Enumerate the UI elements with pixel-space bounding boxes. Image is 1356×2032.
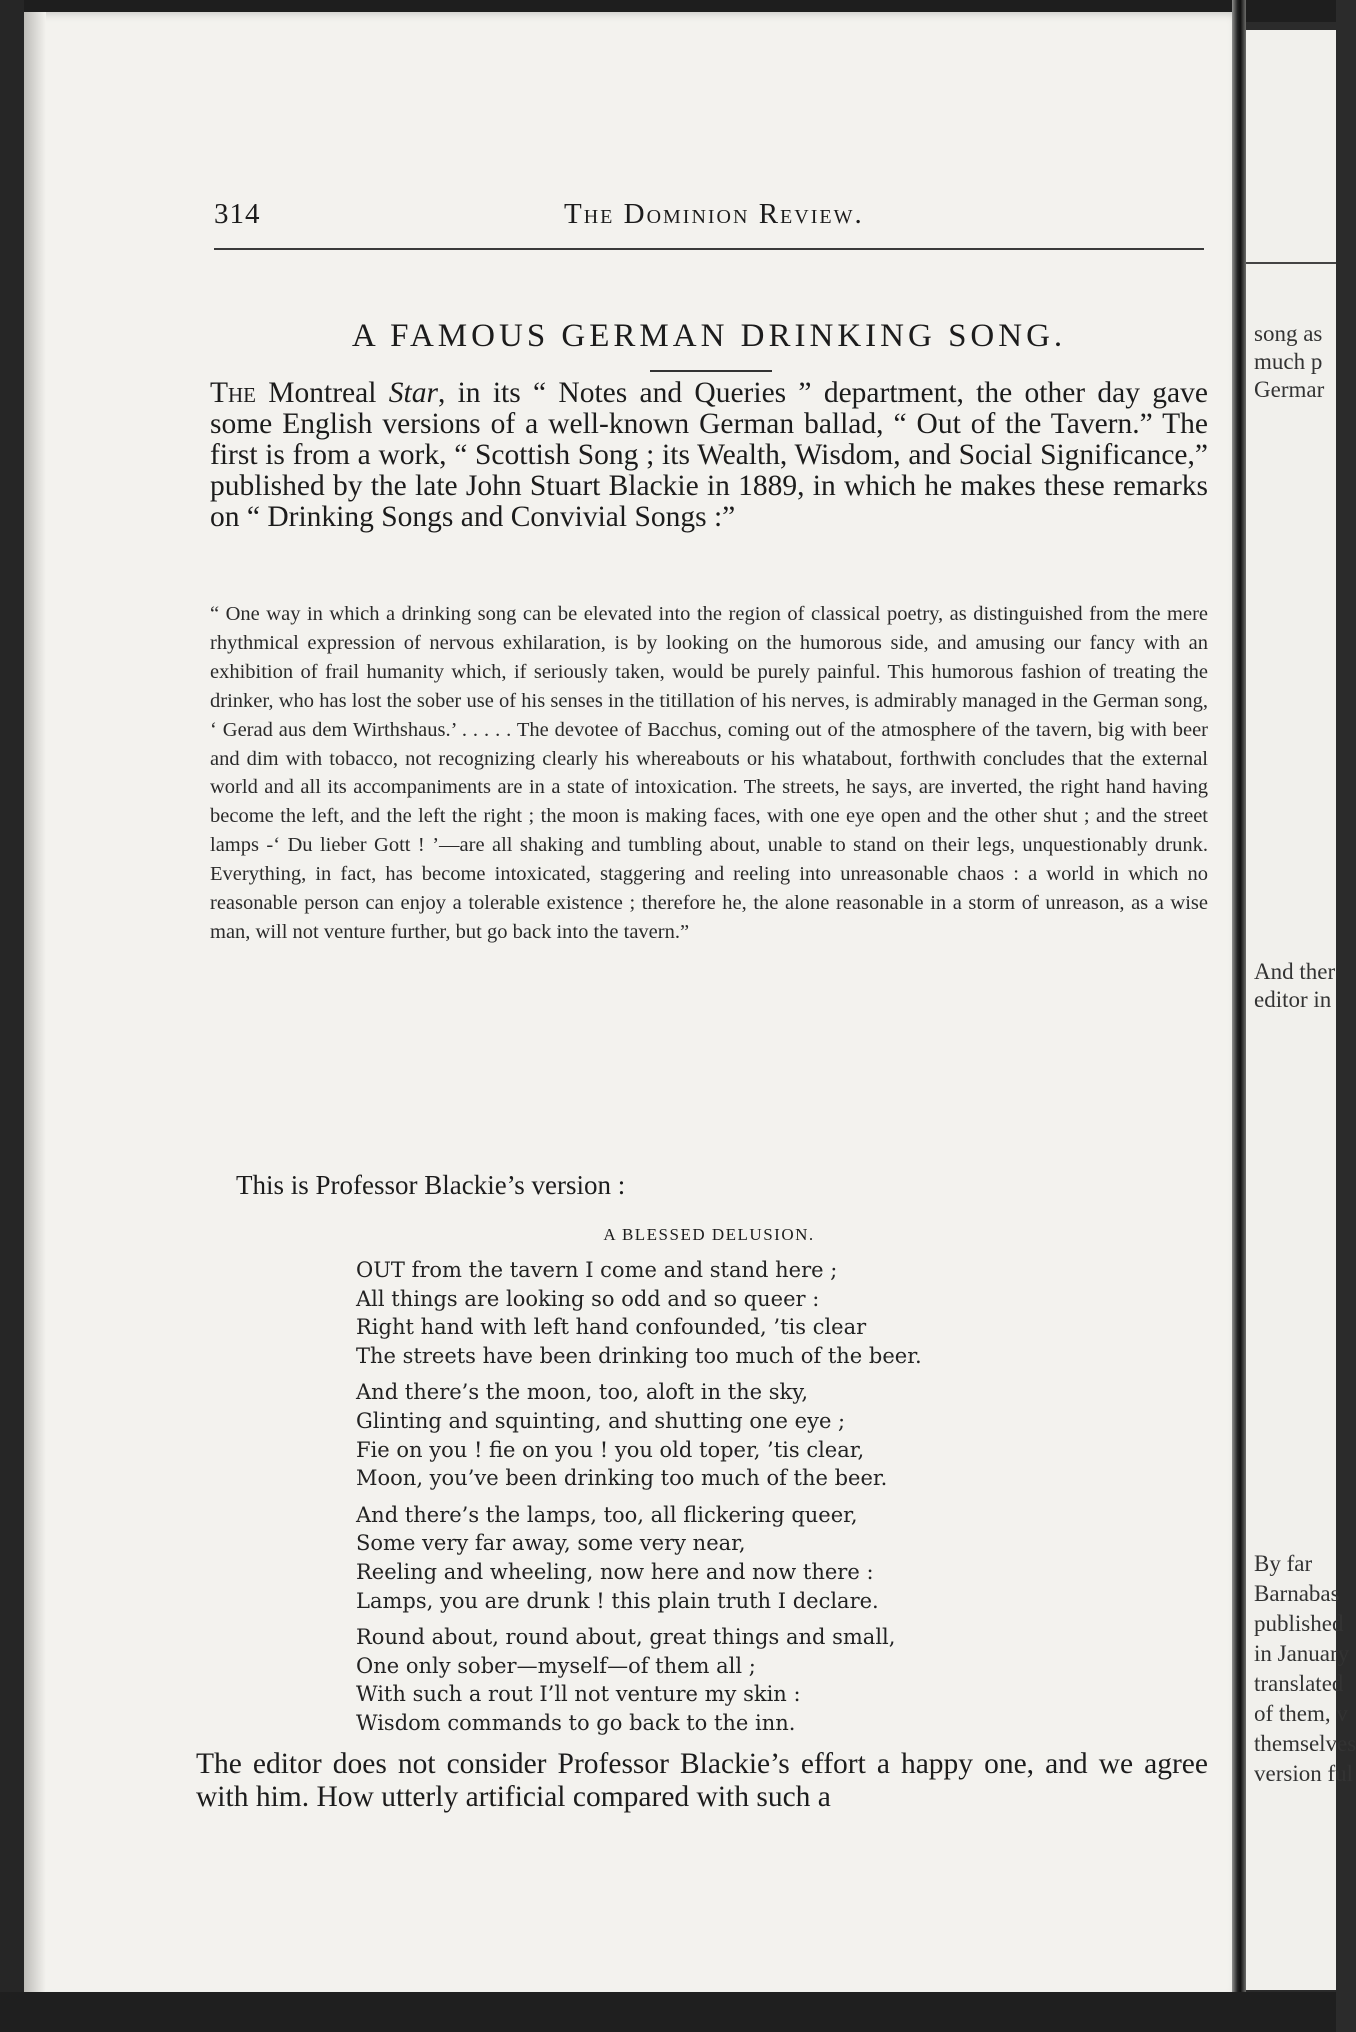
intro-text-2: , in its “ Notes and Queries ” department, the other day gave some English versions of a well-known German ballad, “ Out of the Tavern.” The first is from a work, “ Scottish Song ; its Wealth, Wisdom, and Social Significance,” published by the late John Stuart Blackie in 1889, in which he makes these remarks on “ Drinking Songs and Convivial Songs :” <box>210 377 1208 533</box>
poem-line: Right hand with left hand confounded, ’tis clear <box>356 1315 867 1340</box>
facing-line: translated <box>1254 1671 1344 1696</box>
poem-line: Glinting and squinting, and shutting one eye ; <box>356 1408 846 1433</box>
blackie-quote: “ One way in which a drinking song can be elevated into the region of classical poetry, as distinguished from the mere rhythmical expression of nervous exhilaration, is by looking on the humorous side, and amusing our fancy with an exhibition of frail humanity which, if seriously taken, would be purely painful. This humorous fashion of treating the drinker, who has lost the sober use of his senses in the titillation of his nerves, is admirably managed in the German song, ‘ Gerad aus dem Wirthshaus.’ . . . . . The devotee of Bacchus, coming out of the atmosphere of the tavern, big with beer and dim with tobacco, not recognizing clearly his whereabouts or his whatabout, forthwith concludes that the external world and all its accompaniments are in a state of intoxication. The streets, he says, are inverted, the right hand having become the left, and the left the right ; the moon is making faces, with one eye open and the other shut ; and the street lamps -‘ Du lieber Gott ! ’—are all shaking and tumbling about, unable to stand on their legs, unquestionably drunk. Everything, in fact, has become intoxicated, staggering and reeling into unreasonable chaos : a world in which no reasonable person can enjoy a tolerable existence ; therefore he, the alone reasonable in a storm of unreason, as a wise man, will not venture further, but go back into the tavern.” <box>210 603 1208 943</box>
facing-line: of them, v <box>1254 1701 1348 1726</box>
poem-line: Reeling and wheeling, now here and now there : <box>356 1559 874 1584</box>
poem-line: Wisdom commands to go back to the inn. <box>356 1710 796 1735</box>
stanza-1 <box>356 1256 1076 1370</box>
poem-line: OUT from the tavern I come and stand here ; <box>356 1258 838 1282</box>
poem-line: The streets have been drinking too much of the beer. <box>356 1343 922 1368</box>
page-header <box>214 188 1204 248</box>
poem-line: With such a rout I’ll not venture my skin : <box>356 1682 801 1707</box>
poem-line: And there’s the moon, too, aloft in the sky, <box>356 1380 809 1405</box>
facing-line: editor in <box>1254 987 1332 1012</box>
facing-line: version ful <box>1254 1761 1354 1786</box>
intro-text-1: Montreal <box>256 377 389 409</box>
stanza-3 <box>356 1501 1076 1615</box>
facing-line: And ther <box>1254 959 1336 984</box>
poem-line: Some very far away, some very near, <box>356 1531 746 1556</box>
poem-line: Fie on you ! fie on you ! you old toper, ’tis clear, <box>356 1437 865 1462</box>
poem-line: Lamps, you are drunk ! this plain truth I declare. <box>356 1588 879 1613</box>
poem-title: A BLESSED DELUSION. <box>603 1225 815 1244</box>
facing-line: By far <box>1254 1551 1313 1576</box>
poem-line: Round about, round about, great things and small, <box>356 1625 896 1650</box>
header-rule <box>214 248 1204 250</box>
facing-line: themselves <box>1254 1731 1356 1756</box>
facing-page <box>1246 30 1356 1990</box>
facing-line: Barnabas <box>1254 1581 1340 1606</box>
facing-header-rule <box>1246 262 1336 264</box>
scan-left-edge <box>0 0 24 2032</box>
facing-line: much p <box>1254 349 1323 374</box>
version-line: This is Professor Blackie’s version : <box>236 1170 626 1200</box>
title-rule <box>650 370 772 372</box>
poem-line: One only sober—myself—of them all ; <box>356 1653 756 1678</box>
poem-line: Moon, you’ve been drinking too much of the beer. <box>356 1466 888 1491</box>
scan-bottom-edge <box>0 1992 1336 2032</box>
facing-line: in January <box>1254 1641 1350 1666</box>
stanza-2 <box>356 1378 1076 1492</box>
facing-line: published <box>1254 1611 1344 1636</box>
article-title: A FAMOUS GERMAN DRINKING SONG. <box>351 318 1067 354</box>
stanza-4 <box>356 1623 1076 1737</box>
intro-lead: The <box>210 377 257 409</box>
page-number: 314 <box>214 198 261 230</box>
book-gutter <box>1232 0 1246 2032</box>
poem <box>356 1256 1076 1746</box>
facing-line: Germar <box>1254 377 1325 402</box>
intro-paragraph <box>210 378 1208 533</box>
running-head: The Dominion Review. <box>564 198 864 230</box>
poem-line: All things are looking so odd and so queer : <box>356 1286 820 1311</box>
closing-paragraph: The editor does not consider Professor Blackie’s effort a happy one, and we agree with him. How utterly artificial compared with such a <box>196 1748 1208 1813</box>
poem-line: And there’s the lamps, too, all flickering queer, <box>356 1502 858 1527</box>
facing-line: song as <box>1254 321 1323 346</box>
intro-star: Star <box>388 377 438 409</box>
